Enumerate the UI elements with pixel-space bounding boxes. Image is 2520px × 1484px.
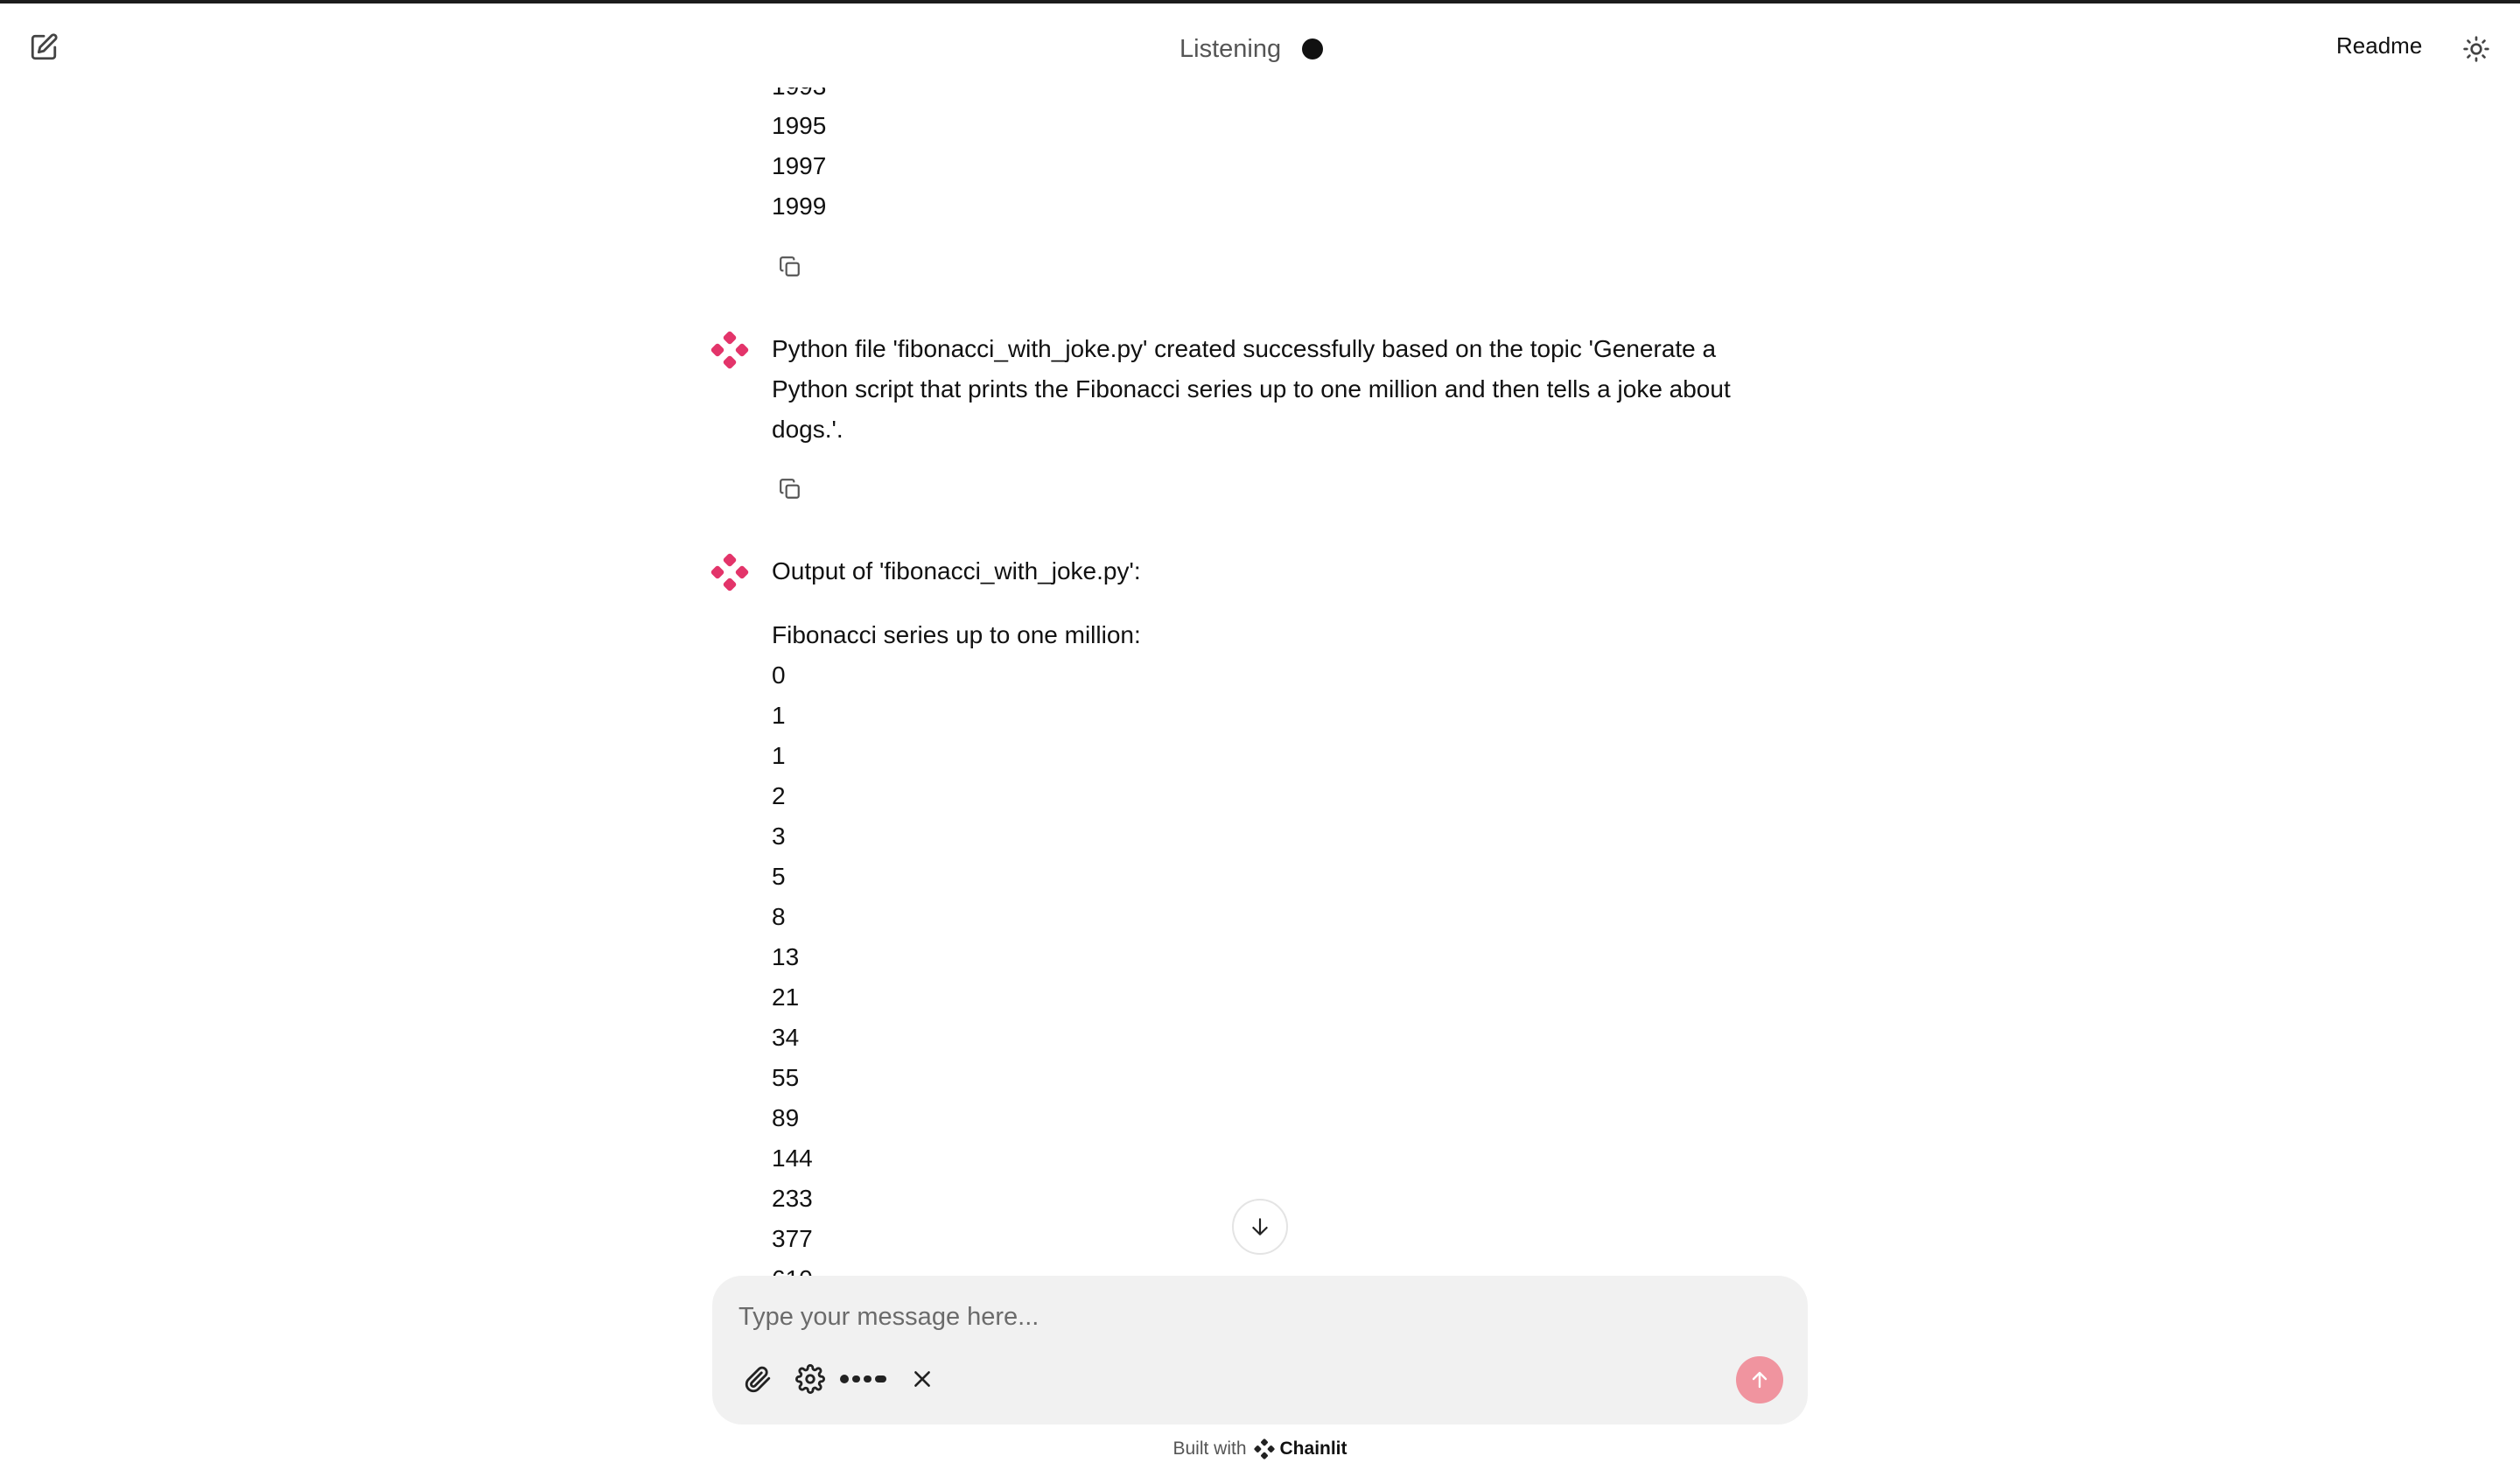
list-item: 2 — [772, 782, 786, 809]
close-icon — [911, 1368, 934, 1390]
copy-icon — [779, 478, 802, 500]
copy-icon — [779, 256, 802, 278]
list-item: 55 — [772, 1064, 800, 1091]
footer-brand-label: Chainlit — [1279, 1438, 1348, 1459]
settings-button[interactable] — [791, 1360, 830, 1398]
arrow-up-icon — [1749, 1369, 1770, 1390]
send-button[interactable] — [1736, 1356, 1783, 1404]
footer-brand-link[interactable] — [1254, 1438, 1348, 1460]
footer-prefix: Built with — [1172, 1438, 1247, 1459]
list-item: 1997 — [772, 152, 827, 179]
message-composer — [712, 1276, 1808, 1424]
assistant-avatar-icon — [710, 331, 749, 369]
readme-button[interactable]: Readme — [2336, 32, 2423, 59]
assistant-avatar-icon — [710, 553, 749, 592]
message-input[interactable] — [737, 1295, 1773, 1339]
arrow-down-icon — [1249, 1215, 1271, 1238]
list-item: 1 — [772, 702, 786, 729]
list-item: 1995 — [772, 112, 827, 139]
output-title: Output of 'fibonacci_with_joke.py': — [772, 557, 1141, 584]
list-item: 8 — [772, 903, 786, 930]
fib-heading: Fibonacci series up to one million: — [772, 621, 1141, 648]
list-item: 144 — [772, 1144, 813, 1172]
message-list — [0, 88, 2520, 1274]
header — [0, 4, 2520, 88]
list-item: 233 — [772, 1185, 813, 1212]
listening-status — [1180, 30, 1323, 68]
theme-toggle-button[interactable] — [2457, 30, 2496, 68]
list-item: 21 — [772, 984, 800, 1011]
audio-button[interactable] — [836, 1360, 892, 1398]
list-item: 1999 — [772, 192, 827, 220]
copy-button[interactable] — [775, 252, 805, 282]
paperclip-icon — [743, 1364, 773, 1394]
list-item: 3 — [772, 822, 786, 850]
stop-listening-button[interactable] — [903, 1360, 942, 1398]
list-item: 5 — [772, 863, 786, 890]
list-item: 1 — [772, 742, 786, 769]
gear-icon — [795, 1364, 825, 1394]
chainlit-logo-icon — [1254, 1438, 1275, 1460]
scroll-to-bottom-button[interactable] — [1232, 1199, 1288, 1255]
list-item: 377 — [772, 1225, 813, 1252]
edit-icon — [29, 32, 59, 62]
assistant-message-text: Python file 'fibonacci_with_joke.py' created successfully based on the topic 'Generate a Python script that prints the Fibonacci series up to one million and then tells a joke about dogs.'. — [772, 335, 1731, 443]
list-item: 0 — [772, 662, 786, 689]
new-chat-button[interactable] — [26, 30, 61, 65]
list-item: 13 — [772, 943, 800, 970]
audio-wave-icon — [839, 1370, 890, 1388]
footer — [0, 1433, 2520, 1465]
status-label: Listening — [1180, 34, 1282, 63]
list-item: 89 — [772, 1104, 800, 1131]
list-item: 34 — [772, 1024, 800, 1051]
sun-icon — [2462, 35, 2490, 63]
recording-dot-icon — [1302, 38, 1323, 60]
attach-button[interactable] — [738, 1360, 777, 1398]
copy-button[interactable] — [775, 474, 805, 504]
